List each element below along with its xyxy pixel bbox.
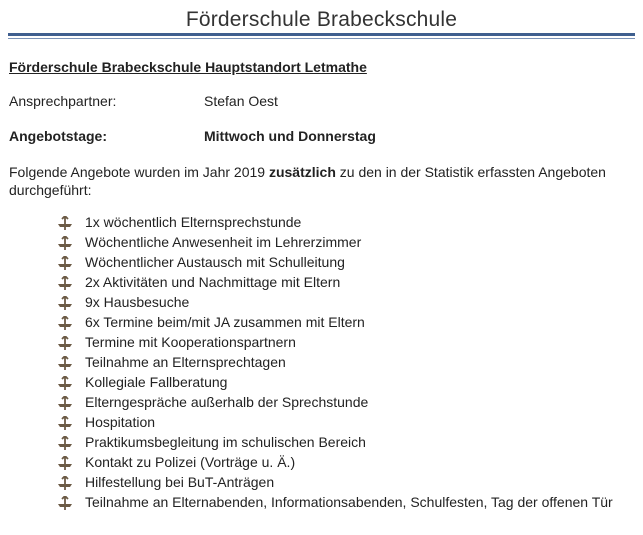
list-item-text: 2x Aktivitäten und Nachmittage mit Eltern [85, 274, 341, 290]
list-item-text: 9x Hausbesuche [85, 294, 190, 310]
list-item-text: Hospitation [85, 414, 156, 430]
days-value: Mittwoch und Donnerstag [204, 128, 376, 144]
contact-label: Ansprechpartner: [9, 93, 117, 109]
list-item [57, 252, 637, 272]
days-label: Angebotstage: [9, 128, 107, 144]
arrow-bullet-icon [58, 496, 72, 510]
arrow-bullet-icon [58, 376, 72, 390]
list-item-text: Kontakt zu Polizei (Vorträge u. Ä.) [85, 454, 296, 470]
school-heading: Förderschule Brabeckschule Hauptstandort Letmathe [9, 59, 367, 75]
list-item-text: Teilnahme an Elternsprechtagen [85, 354, 286, 370]
arrow-bullet-icon [58, 456, 72, 470]
list-item-text: Teilnahme an Elternabenden, Informationsabenden, Schulfesten, Tag der offenen Tür [85, 494, 613, 510]
arrow-bullet-icon [58, 316, 72, 330]
offer-list [57, 212, 637, 512]
arrow-bullet-icon [58, 216, 72, 230]
title-divider [8, 33, 635, 36]
list-item-text: Kollegiale Fallberatung [85, 374, 228, 390]
list-item [57, 472, 637, 492]
list-item-text: Elterngespräche außerhalb der Sprechstunde [85, 394, 369, 410]
arrow-bullet-icon [58, 256, 72, 270]
list-item [57, 272, 637, 292]
arrow-bullet-icon [58, 396, 72, 410]
list-item-text: Praktikumsbegleitung im schulischen Bereich [85, 434, 366, 450]
title-divider-thin [8, 38, 635, 39]
intro-paragraph [9, 163, 629, 199]
arrow-bullet-icon [58, 476, 72, 490]
list-item [57, 452, 637, 472]
list-item-text: Wöchentliche Anwesenheit im Lehrerzimmer [85, 234, 362, 250]
list-item [57, 292, 637, 312]
list-item-text: Wöchentlicher Austausch mit Schulleitung [85, 254, 345, 270]
page-title: Förderschule Brabeckschule [185, 8, 458, 31]
list-item [57, 492, 637, 512]
list-item [57, 372, 637, 392]
arrow-bullet-icon [58, 276, 72, 290]
list-item [57, 212, 637, 232]
list-item [57, 392, 637, 412]
list-item-text: 1x wöchentlich Elternsprechstunde [85, 214, 302, 230]
intro-emphasis: zusätzlich [268, 164, 336, 180]
intro-text-before: Folgende Angebote wurden im Jahr 2019 [9, 164, 269, 180]
list-item [57, 232, 637, 252]
arrow-bullet-icon [58, 296, 72, 310]
list-item-text: Hilfestellung bei BuT-Anträgen [85, 474, 275, 490]
list-item [57, 432, 637, 452]
list-item [57, 412, 637, 432]
list-item-text: 6x Termine beim/mit JA zusammen mit Eltern [85, 314, 365, 330]
arrow-bullet-icon [58, 416, 72, 430]
arrow-bullet-icon [58, 336, 72, 350]
arrow-bullet-icon [58, 436, 72, 450]
arrow-bullet-icon [58, 356, 72, 370]
arrow-bullet-icon [58, 236, 72, 250]
list-item [57, 312, 637, 332]
list-item [57, 332, 637, 352]
list-item [57, 352, 637, 372]
contact-value: Stefan Oest [204, 93, 278, 109]
list-item-text: Termine mit Kooperationspartnern [85, 334, 296, 350]
intro-text-after: zu den in der Statistik erfassten Angeboten durchgeführt: [9, 164, 606, 198]
